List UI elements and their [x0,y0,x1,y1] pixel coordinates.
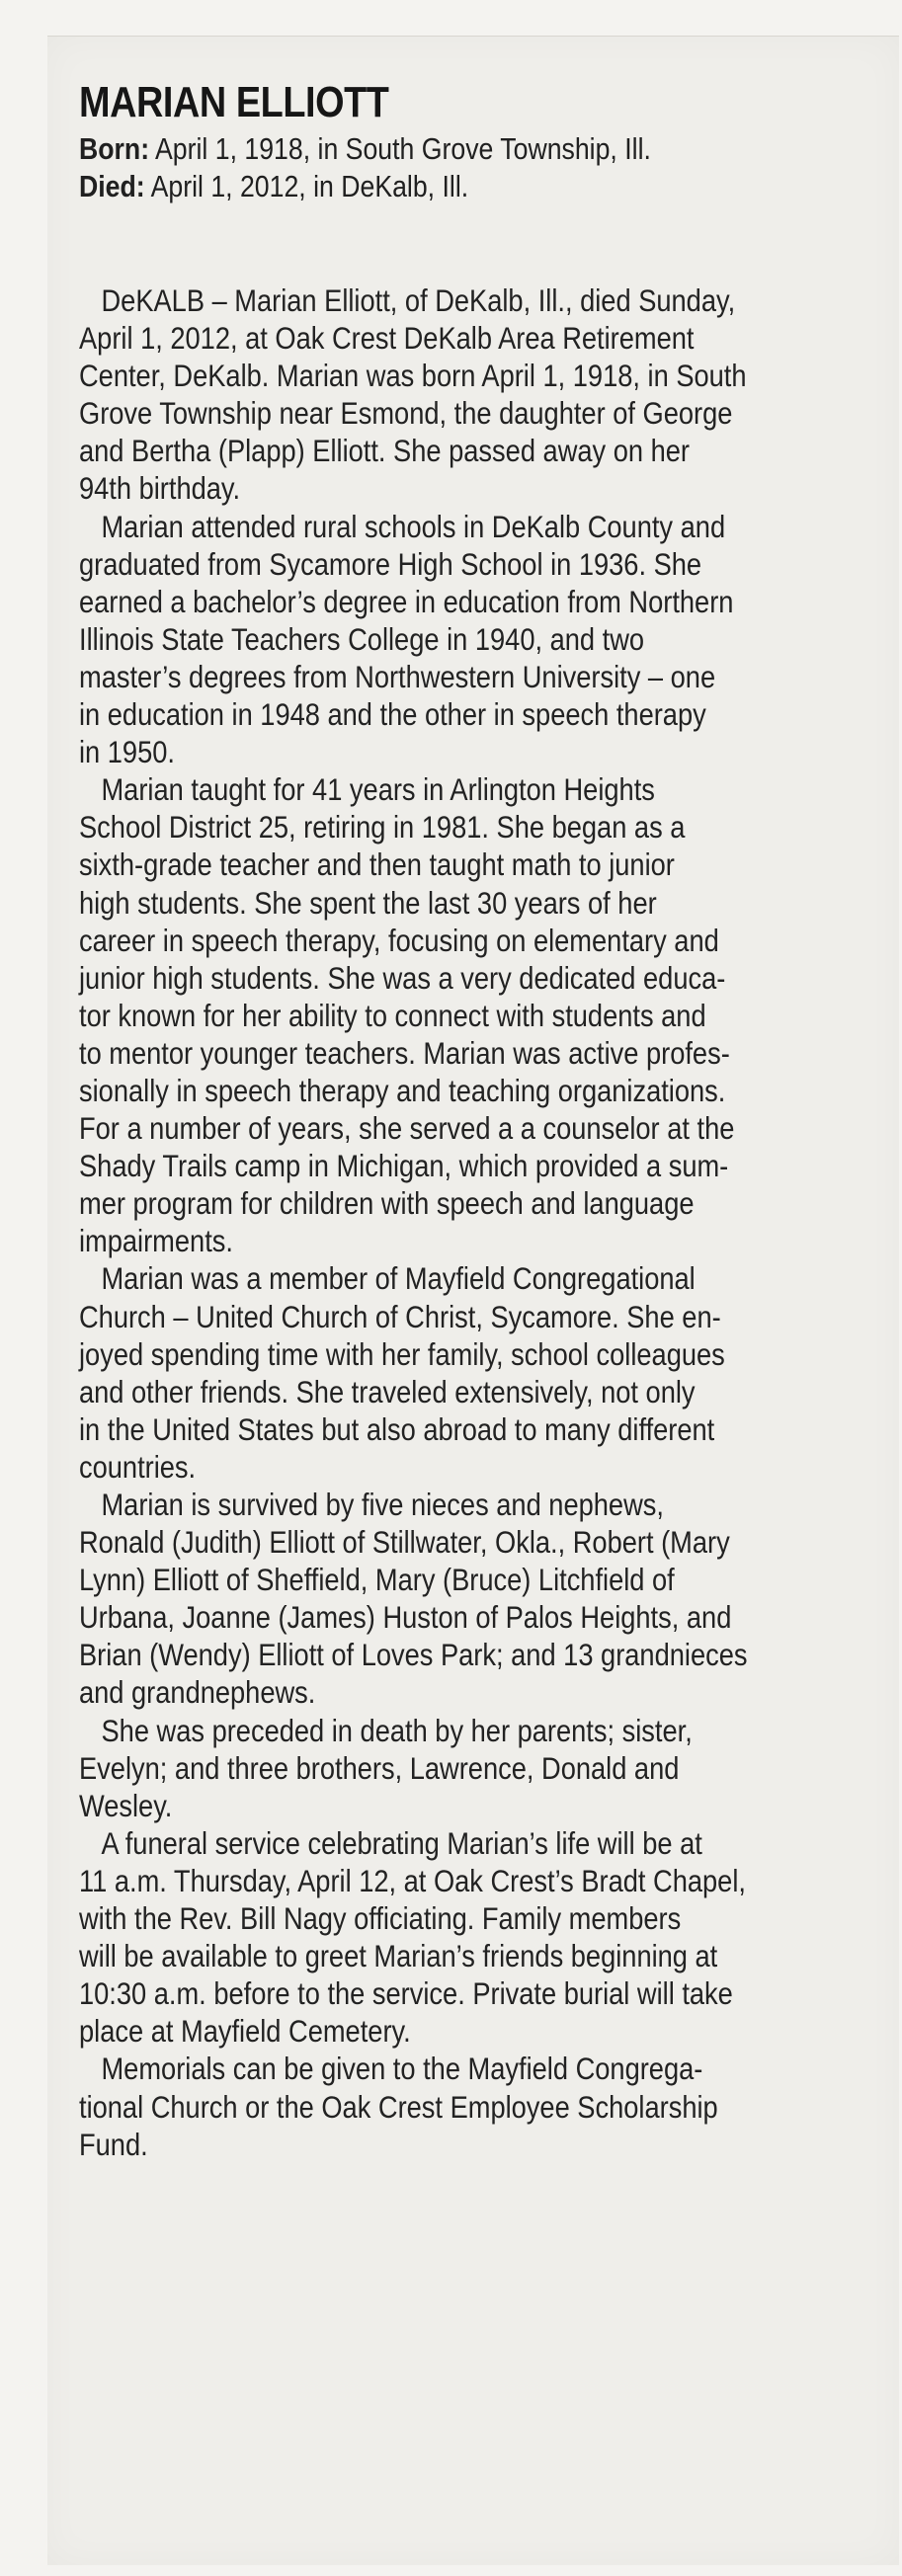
text-line: 11 a.m. Thursday, April 12, at Oak Crest’s Bradt Chapel, [79,1862,746,1898]
text-line: Fund. [79,2126,148,2162]
text-line: countries. [79,1448,197,1485]
text-line: and grandnephews. [79,1674,316,1711]
text-line: Marian attended rural schools in DeKalb County and [101,508,726,544]
text-line: will be available to greet Marian’s friends beginning at [79,1938,718,1974]
text-line: Illinois State Teachers College in 1940, and two [79,620,645,657]
text-line: Brian (Wendy) Elliott of Loves Park; and 13 grandnieces [79,1637,748,1673]
obituary-body [79,282,860,2163]
obituary-header [79,77,869,205]
text-line: with the Rev. Bill Nagy officiating. Family members [79,1900,682,1937]
text-line: graduated from Sycamore High School in 1936. She [79,545,702,582]
text-line: 94th birthday. [79,470,241,507]
obituary-paragraph [79,282,860,508]
text-line: Shady Trails camp in Michigan, which provided a sum- [79,1148,729,1184]
text-line: Marian taught for 41 years in Arlington Heights [101,771,655,808]
obituary-paragraph [79,770,860,1259]
died-label: Died: [79,169,145,203]
obituary-paragraph [79,1712,860,1824]
text-line: Marian is survived by five nieces and nephews, [101,1487,664,1522]
text-line: career in speech therapy, focusing on elementary and [79,922,719,958]
text-line: For a number of years, she served a a counselor at the [79,1110,735,1147]
text-line: junior high students. She was a very dedicated educa- [79,959,726,996]
text-line: Ronald (Judith) Elliott of Stillwater, Okla., Robert (Mary [79,1524,730,1561]
text-line: Memorials can be given to the Mayfield Congrega- [101,2051,703,2087]
text-line: mer program for children with speech and language [79,1185,695,1222]
obituary-name: MARIAN ELLIOTT [79,78,389,126]
born-label: Born: [79,131,150,166]
text-line: in the United States but also abroad to many different [79,1410,715,1447]
text-line: Marian was a member of Mayfield Congregational [101,1260,696,1297]
text-line: joyed spending time with her family, school colleagues [79,1335,725,1372]
text-line: and Bertha (Plapp) Elliott. She passed away on her [79,433,690,469]
obituary-paragraph [79,1824,860,2051]
died-value: April 1, 2012, in DeKalb, Ill. [144,169,469,203]
born-line [79,130,759,168]
text-line: and other friends. She traveled extensively, not only [79,1373,696,1409]
text-line: high students. She spent the last 30 years of her [79,884,657,921]
text-line: earned a bachelor’s degree in education from Northern [79,583,734,619]
text-line: tional Church or the Oak Crest Employee Scholarship [79,2088,718,2125]
text-line: Church – United Church of Christ, Sycamore. She en- [79,1298,721,1334]
text-line: sixth-grade teacher and then taught math to junior [79,846,675,883]
text-line: place at Mayfield Cemetery. [79,2013,411,2050]
text-line: School District 25, retiring in 1981. She began as a [79,809,686,845]
text-line: Urbana, Joanne (James) Huston of Palos Heights, and [79,1599,732,1636]
died-line [79,168,759,205]
obituary-paragraph [79,508,860,771]
text-line: Wesley. [79,1787,173,1823]
obituary-paragraph [79,2050,860,2162]
born-value: April 1, 1918, in South Grove Township, Ill. [149,131,651,166]
text-line: 10:30 a.m. before to the service. Private burial will take [79,1975,733,2012]
text-line: Evelyn; and three brothers, Lawrence, Donald and [79,1749,680,1786]
text-line: to mentor younger teachers. Marian was active profes- [79,1034,730,1071]
obituary-dates [79,130,869,205]
text-line: DeKALB – Marian Elliott, of DeKalb, Ill., died Sunday, [101,282,736,318]
text-line: A funeral service celebrating Marian’s life will be at [101,1824,702,1861]
text-line: impairments. [79,1223,233,1259]
text-line: Lynn) Elliott of Sheffield, Mary (Bruce) Litchfield of [79,1562,675,1598]
text-line: tor known for her ability to connect with students and [79,997,706,1033]
text-line: in 1950. [79,734,175,770]
text-line: in education in 1948 and the other in speech therapy [79,696,706,733]
text-line: She was preceded in death by her parents; sister, [101,1712,693,1748]
obituary-paragraph [79,1259,860,1486]
text-line: master’s degrees from Northwestern University – one [79,658,716,694]
text-line: Grove Township near Esmond, the daughter of George [79,395,733,432]
text-line: April 1, 2012, at Oak Crest DeKalb Area Retirement [79,320,695,357]
obituary-paragraph [79,1486,860,1712]
text-line: Center, DeKalb. Marian was born April 1, 1918, in South [79,358,747,394]
text-line: sionally in speech therapy and teaching organizations. [79,1072,726,1108]
